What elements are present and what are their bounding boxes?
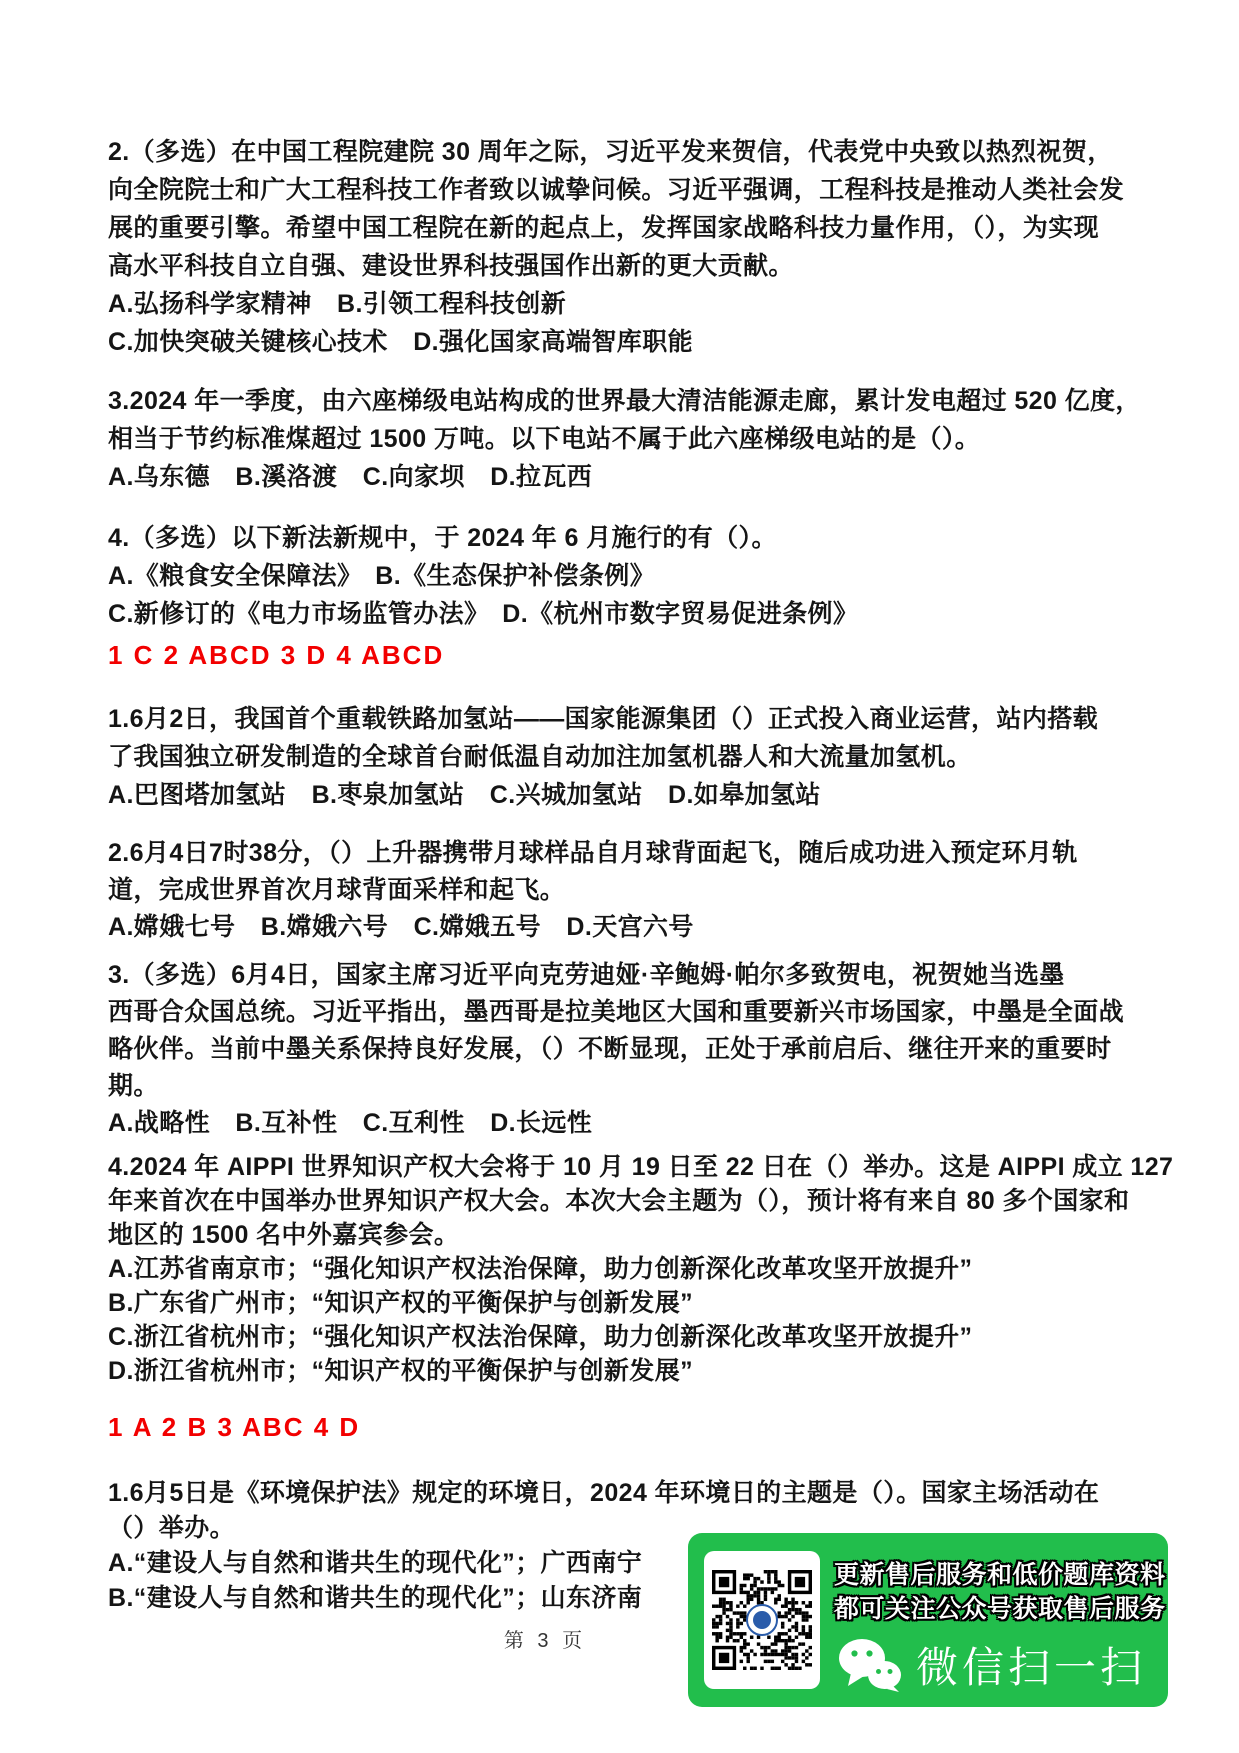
question-line: 2.（多选）在中国工程院建院 30 周年之际，习近平发来贺信，代表党中央致以热烈祝贺， — [108, 138, 1113, 166]
question-line: 3.（多选）6月4日，国家主席习近平向克劳迪娅·辛鲍姆·帕尔多致贺电，祝贺她当选墨 — [108, 961, 1065, 989]
question-block — [108, 519, 1138, 633]
qr-center-logo-icon — [746, 1604, 778, 1636]
question-line: 年来首次在中国举办世界知识产权大会。本次大会主题为（），预计将有来自 80 多个国家和 — [108, 1187, 1130, 1215]
question-line: 4.2024 年 AIPPI 世界知识产权大会将于 10 月 19 日至 22 日在（）举办。这是 AIPPI 成立 127 — [108, 1153, 1174, 1181]
answer-key-line — [108, 1412, 1138, 1443]
question-line: 2.6月4日7时38分，（）上升器携带月球样品自月球背面起飞，随后成功进入预定环月轨 — [108, 839, 1078, 867]
question-line: D.浙江省杭州市；“知识产权的平衡保护与创新发展” — [108, 1357, 694, 1385]
question-line: （）举办。 — [108, 1514, 236, 1542]
question-line: 1.6月2日，我国首个重载铁路加氢站——国家能源集团（）正式投入商业运营，站内搭载 — [108, 705, 1099, 733]
question-line: 相当于节约标准煤超过 1500 万吨。以下电站不属于此六座梯级电站的是（）。 — [108, 425, 981, 453]
wechat-banner — [688, 1533, 1168, 1707]
wechat-scan-row — [838, 1635, 1146, 1695]
question-block — [108, 382, 1141, 496]
wechat-scan-label: 微信扫一扫 — [916, 1644, 1147, 1691]
question-line: A.巴图塔加氢站 B.枣泉加氢站 C.兴城加氢站 D.如皋加氢站 — [108, 781, 821, 809]
answer-key-line — [108, 640, 1138, 671]
answer-key-text: 1 C 2 ABCD 3 D 4 ABCD — [108, 640, 445, 670]
wechat-icon — [838, 1638, 902, 1692]
question-block — [108, 957, 1138, 1142]
question-line: 展的重要引擎。希望中国工程院在新的起点上，发挥国家战略科技力量作用，（），为实现 — [108, 214, 1100, 242]
question-line: 1.6月5日是《环境保护法》规定的环境日，2024 年环境日的主题是（）。国家主场活动在 — [108, 1479, 1100, 1507]
question-line: A.乌东德 B.溪洛渡 C.向家坝 D.拉瓦西 — [108, 463, 593, 491]
question-line: A.江苏省南京市；“强化知识产权法治保障，助力创新深化改革攻坚开放提升” — [108, 1255, 973, 1283]
question-block — [108, 1150, 1174, 1388]
question-block — [108, 835, 1138, 946]
question-line: A.战略性 B.互补性 C.互利性 D.长远性 — [108, 1109, 593, 1137]
question-line: 高水平科技自立自强、建设世界科技强国作出新的更大贡献。 — [108, 252, 794, 280]
banner-text-line2: 都可关注公众号获取售后服务 — [834, 1595, 1166, 1623]
question-line: B.“建设人与自然和谐共生的现代化”；山东济南 — [108, 1584, 643, 1612]
question-line: 略伙伴。当前中墨关系保持良好发展，（）不断显现，正处于承前启后、继往开来的重要时 — [108, 1035, 1112, 1063]
question-line: A.弘扬科学家精神 B.引领工程科技创新 — [108, 290, 567, 318]
question-line: 了我国独立研发制造的全球首台耐低温自动加注加氢机器人和大流量加氢机。 — [108, 743, 972, 771]
qr-center-logo-dot — [753, 1611, 771, 1629]
question-line: 3.2024 年一季度，由六座梯级电站构成的世界最大清洁能源走廊，累计发电超过 520 亿度， — [108, 387, 1141, 415]
question-line: 地区的 1500 名中外嘉宾参会。 — [108, 1221, 460, 1249]
qr-code-tile — [704, 1551, 820, 1689]
question-line: 向全院院士和广大工程科技工作者致以诚挚问候。习近平强调，工程科技是推动人类社会发 — [108, 176, 1125, 204]
question-line: A.“建设人与自然和谐共生的现代化”；广西南宁 — [108, 1549, 643, 1577]
question-line: 4.（多选）以下新法新规中，于 2024 年 6 月施行的有（）。 — [108, 524, 777, 552]
page-number: 第 3 页 — [503, 1630, 587, 1652]
question-line: 西哥合众国总统。习近平指出，墨西哥是拉美地区大国和重要新兴市场国家，中墨是全面战 — [108, 998, 1125, 1026]
question-line: C.新修订的《电力市场监管办法》 D.《杭州市数字贸易促进条例》 — [108, 600, 859, 628]
question-line: A.《粮食安全保障法》 B.《生态保护补偿条例》 — [108, 562, 656, 590]
question-line: A.嫦娥七号 B.嫦娥六号 C.嫦娥五号 D.天宫六号 — [108, 913, 694, 941]
question-line: C.加快突破关键核心技术 D.强化国家高端智库职能 — [108, 328, 694, 356]
question-block — [108, 700, 1138, 814]
question-line: C.浙江省杭州市；“强化知识产权法治保障，助力创新深化改革攻坚开放提升” — [108, 1323, 973, 1351]
question-line: 期。 — [108, 1072, 159, 1100]
banner-text-line1: 更新售后服务和低价题库资料 — [834, 1561, 1166, 1589]
question-block — [108, 133, 1138, 361]
answer-key-text: 1 A 2 B 3 ABC 4 D — [108, 1412, 361, 1442]
question-line: B.广东省广州市；“知识产权的平衡保护与创新发展” — [108, 1289, 694, 1317]
question-line: 道，完成世界首次月球背面采样和起飞。 — [108, 876, 566, 904]
